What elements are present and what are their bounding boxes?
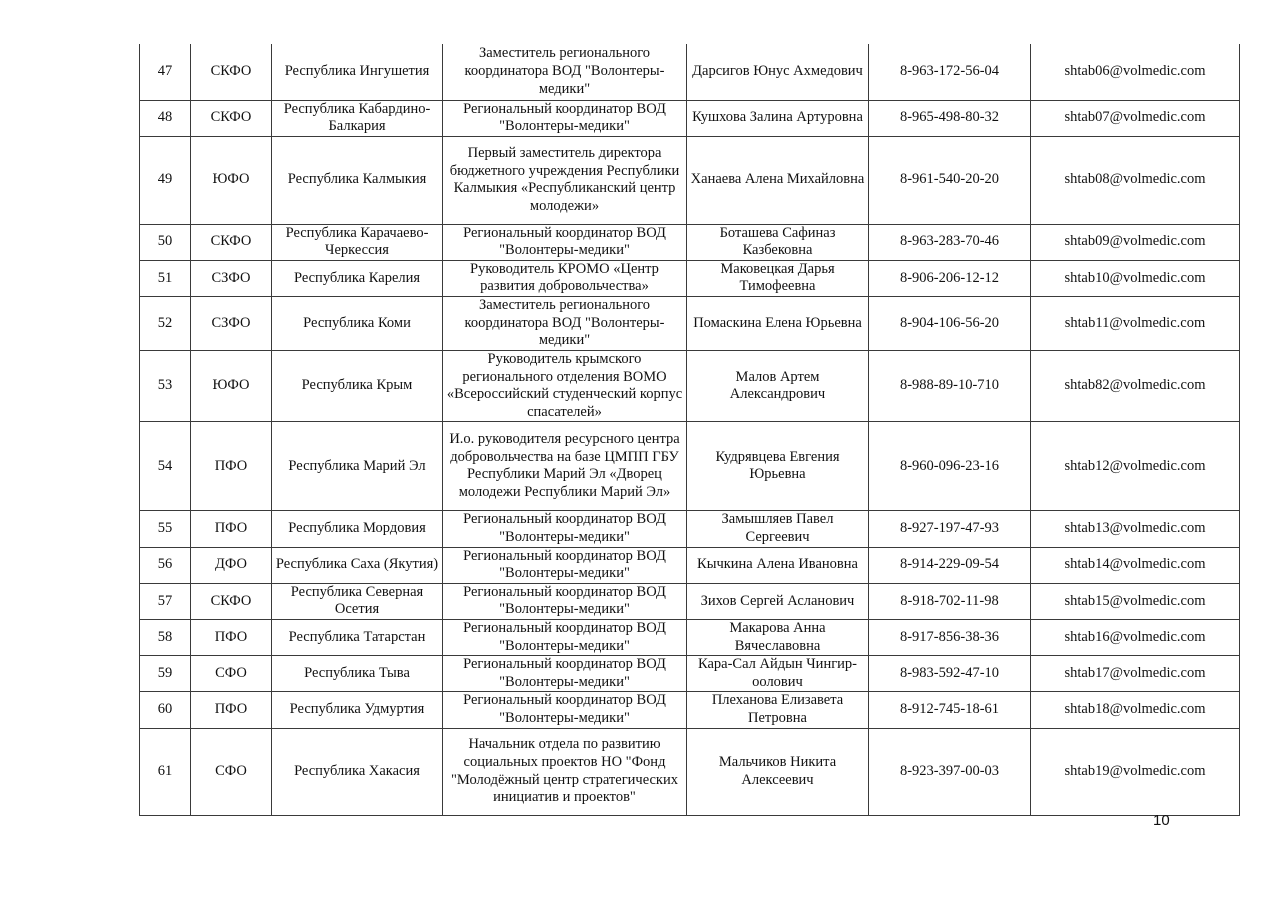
cell-position: Региональный координатор ВОД "Волонтеры-медики" bbox=[443, 656, 687, 692]
cell-email: shtab09@volmedic.com bbox=[1031, 224, 1240, 260]
table-row bbox=[140, 511, 1240, 547]
cell-position: Региональный координатор ВОД "Волонтеры-медики" bbox=[443, 547, 687, 583]
table-row bbox=[140, 620, 1240, 656]
cell-email: shtab19@volmedic.com bbox=[1031, 728, 1240, 815]
cell-phone: 8-912-745-18-61 bbox=[869, 692, 1031, 728]
cell-full-name: Кара-Сал Айдын Чингир-оолович bbox=[687, 656, 869, 692]
cell-number: 61 bbox=[140, 728, 191, 815]
cell-region: Республика Саха (Якутия) bbox=[272, 547, 443, 583]
table-row bbox=[140, 100, 1240, 136]
cell-email: shtab16@volmedic.com bbox=[1031, 620, 1240, 656]
cell-position: Начальник отдела по развитию социальных проектов НО "Фонд "Молодёжный центр стратегических инициатив и проектов" bbox=[443, 728, 687, 815]
cell-number: 55 bbox=[140, 511, 191, 547]
table-row bbox=[140, 136, 1240, 224]
cell-phone: 8-983-592-47-10 bbox=[869, 656, 1031, 692]
cell-position: Первый заместитель директора бюджетного учреждения Республики Калмыкия «Республиканский центр молодежи» bbox=[443, 136, 687, 224]
cell-email: shtab10@volmedic.com bbox=[1031, 260, 1240, 296]
cell-number: 49 bbox=[140, 136, 191, 224]
cell-number: 56 bbox=[140, 547, 191, 583]
cell-position: Заместитель регионального координатора ВОД "Волонтеры-медики" bbox=[443, 44, 687, 100]
cell-federal-district: ПФО bbox=[191, 692, 272, 728]
table-row bbox=[140, 422, 1240, 511]
table-row bbox=[140, 351, 1240, 422]
cell-full-name: Дарсигов Юнус Ахмедович bbox=[687, 44, 869, 100]
table-row bbox=[140, 656, 1240, 692]
cell-region: Республика Тыва bbox=[272, 656, 443, 692]
cell-region: Республика Коми bbox=[272, 297, 443, 351]
table-row bbox=[140, 728, 1240, 815]
table-body bbox=[140, 44, 1240, 815]
cell-federal-district: ПФО bbox=[191, 422, 272, 511]
cell-email: shtab13@volmedic.com bbox=[1031, 511, 1240, 547]
cell-full-name: Ханаева Алена Михайловна bbox=[687, 136, 869, 224]
cell-phone: 8-918-702-11-98 bbox=[869, 583, 1031, 619]
cell-phone: 8-917-856-38-36 bbox=[869, 620, 1031, 656]
cell-federal-district: ПФО bbox=[191, 511, 272, 547]
cell-phone: 8-923-397-00-03 bbox=[869, 728, 1031, 815]
cell-number: 51 bbox=[140, 260, 191, 296]
table-row bbox=[140, 297, 1240, 351]
cell-email: shtab82@volmedic.com bbox=[1031, 351, 1240, 422]
cell-position: Региональный координатор ВОД "Волонтеры-медики" bbox=[443, 583, 687, 619]
cell-number: 59 bbox=[140, 656, 191, 692]
cell-position: Руководитель крымского регионального отделения ВОМО «Всероссийский студенческий корпус спасателей» bbox=[443, 351, 687, 422]
cell-email: shtab07@volmedic.com bbox=[1031, 100, 1240, 136]
cell-phone: 8-965-498-80-32 bbox=[869, 100, 1031, 136]
cell-phone: 8-906-206-12-12 bbox=[869, 260, 1031, 296]
cell-position: И.о. руководителя ресурсного центра добровольчества на базе ЦМПП ГБУ Республики Марий Эл «Дворец молодежи Республики Марий Эл» bbox=[443, 422, 687, 511]
cell-position: Заместитель регионального координатора ВОД "Волонтеры-медики" bbox=[443, 297, 687, 351]
table-row bbox=[140, 260, 1240, 296]
coordinators-table bbox=[139, 44, 1240, 816]
cell-position: Региональный координатор ВОД "Волонтеры-медики" bbox=[443, 692, 687, 728]
cell-number: 57 bbox=[140, 583, 191, 619]
cell-number: 53 bbox=[140, 351, 191, 422]
cell-email: shtab06@volmedic.com bbox=[1031, 44, 1240, 100]
cell-full-name: Плеханова Елизавета Петровна bbox=[687, 692, 869, 728]
cell-number: 52 bbox=[140, 297, 191, 351]
cell-region: Республика Мордовия bbox=[272, 511, 443, 547]
cell-region: Республика Татарстан bbox=[272, 620, 443, 656]
cell-region: Республика Ингушетия bbox=[272, 44, 443, 100]
table-row bbox=[140, 44, 1240, 100]
cell-federal-district: СКФО bbox=[191, 100, 272, 136]
cell-full-name: Маковецкая Дарья Тимофеевна bbox=[687, 260, 869, 296]
cell-phone: 8-960-096-23-16 bbox=[869, 422, 1031, 511]
cell-federal-district: ДФО bbox=[191, 547, 272, 583]
cell-phone: 8-963-172-56-04 bbox=[869, 44, 1031, 100]
cell-number: 48 bbox=[140, 100, 191, 136]
cell-phone: 8-914-229-09-54 bbox=[869, 547, 1031, 583]
cell-position: Руководитель КРОМО «Центр развития добровольчества» bbox=[443, 260, 687, 296]
cell-region: Республика Северная Осетия bbox=[272, 583, 443, 619]
cell-full-name: Кушхова Залина Артуровна bbox=[687, 100, 869, 136]
cell-federal-district: СКФО bbox=[191, 583, 272, 619]
cell-full-name: Кычкина Алена Ивановна bbox=[687, 547, 869, 583]
cell-federal-district: ЮФО bbox=[191, 351, 272, 422]
cell-federal-district: ПФО bbox=[191, 620, 272, 656]
cell-federal-district: СКФО bbox=[191, 44, 272, 100]
cell-phone: 8-904-106-56-20 bbox=[869, 297, 1031, 351]
cell-email: shtab11@volmedic.com bbox=[1031, 297, 1240, 351]
table-row bbox=[140, 583, 1240, 619]
cell-federal-district: СФО bbox=[191, 656, 272, 692]
cell-phone: 8-961-540-20-20 bbox=[869, 136, 1031, 224]
cell-number: 58 bbox=[140, 620, 191, 656]
cell-federal-district: СЗФО bbox=[191, 297, 272, 351]
cell-full-name: Зихов Сергей Асланович bbox=[687, 583, 869, 619]
cell-region: Республика Карелия bbox=[272, 260, 443, 296]
cell-region: Республика Хакасия bbox=[272, 728, 443, 815]
table-row bbox=[140, 692, 1240, 728]
cell-region: Республика Удмуртия bbox=[272, 692, 443, 728]
cell-full-name: Помаскина Елена Юрьевна bbox=[687, 297, 869, 351]
cell-phone: 8-988-89-10-710 bbox=[869, 351, 1031, 422]
cell-position: Региональный координатор ВОД "Волонтеры-медики" bbox=[443, 100, 687, 136]
cell-number: 47 bbox=[140, 44, 191, 100]
cell-email: shtab08@volmedic.com bbox=[1031, 136, 1240, 224]
cell-federal-district: СФО bbox=[191, 728, 272, 815]
cell-email: shtab18@volmedic.com bbox=[1031, 692, 1240, 728]
cell-email: shtab14@volmedic.com bbox=[1031, 547, 1240, 583]
cell-federal-district: ЮФО bbox=[191, 136, 272, 224]
page-number: 10 bbox=[1153, 812, 1170, 829]
cell-full-name: Кудрявцева Евгения Юрьевна bbox=[687, 422, 869, 511]
cell-region: Республика Калмыкия bbox=[272, 136, 443, 224]
cell-full-name: Мальчиков Никита Алексеевич bbox=[687, 728, 869, 815]
cell-number: 50 bbox=[140, 224, 191, 260]
cell-region: Республика Карачаево-Черкессия bbox=[272, 224, 443, 260]
cell-number: 60 bbox=[140, 692, 191, 728]
cell-full-name: Макарова Анна Вячеславовна bbox=[687, 620, 869, 656]
cell-email: shtab15@volmedic.com bbox=[1031, 583, 1240, 619]
cell-email: shtab17@volmedic.com bbox=[1031, 656, 1240, 692]
cell-region: Республика Крым bbox=[272, 351, 443, 422]
cell-phone: 8-927-197-47-93 bbox=[869, 511, 1031, 547]
cell-position: Региональный координатор ВОД "Волонтеры-медики" bbox=[443, 511, 687, 547]
cell-full-name: Боташева Сафиназ Казбековна bbox=[687, 224, 869, 260]
cell-full-name: Замышляев Павел Сергеевич bbox=[687, 511, 869, 547]
cell-federal-district: СКФО bbox=[191, 224, 272, 260]
table-row bbox=[140, 224, 1240, 260]
cell-region: Республика Кабардино-Балкария bbox=[272, 100, 443, 136]
table-row bbox=[140, 547, 1240, 583]
cell-phone: 8-963-283-70-46 bbox=[869, 224, 1031, 260]
cell-full-name: Малов Артем Александрович bbox=[687, 351, 869, 422]
cell-federal-district: СЗФО bbox=[191, 260, 272, 296]
cell-number: 54 bbox=[140, 422, 191, 511]
cell-position: Региональный координатор ВОД "Волонтеры-медики" bbox=[443, 224, 687, 260]
cell-email: shtab12@volmedic.com bbox=[1031, 422, 1240, 511]
cell-region: Республика Марий Эл bbox=[272, 422, 443, 511]
cell-position: Региональный координатор ВОД "Волонтеры-медики" bbox=[443, 620, 687, 656]
